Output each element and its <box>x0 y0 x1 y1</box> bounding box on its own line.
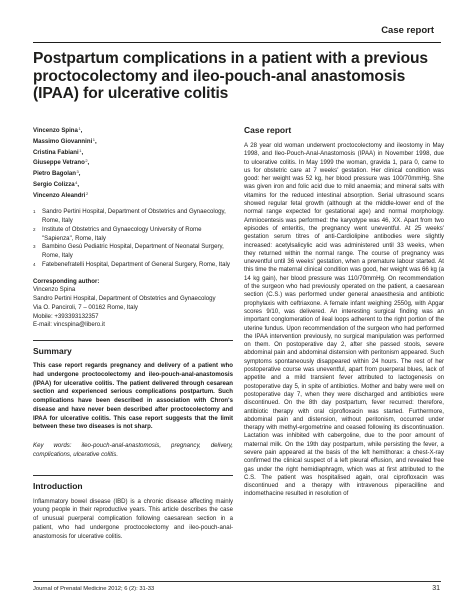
corresponding-label: Corresponding author: <box>33 277 100 285</box>
affiliation: 4 Fatebenefratelli Hospital, Department of General Surgery, Rome, Italy <box>33 260 230 268</box>
header-rule <box>33 42 441 43</box>
author: Giuseppe Vetrano$^2$, <box>33 158 90 167</box>
corresponding-line: Mobile: +393393132357 <box>33 312 99 320</box>
right-column <box>244 125 444 499</box>
affiliation: 2 Institute of Obstetrics and Gynaecology University of Rome "Sapienza", Rome, Italy <box>33 225 202 242</box>
affiliation: 3 Bambino Gesù Pediatric Hospital, Department of Neonatal Surgery, Rome, Italy <box>33 243 224 259</box>
journal-citation: Journal of Prenatal Medicine 2012; 6 (2): 31-33 <box>33 586 155 592</box>
corresponding-line: Vincenzo Spina <box>33 286 76 294</box>
section-label: Case report <box>381 25 434 36</box>
page-number: 31 <box>432 585 440 592</box>
author: Massimo Giovannini$^1$, <box>33 136 97 145</box>
summary-section <box>33 340 233 357</box>
summary-heading: Summary <box>33 346 72 356</box>
author: Pietro Bagolan$^3$, <box>33 169 81 177</box>
case-report-heading: Case report <box>244 125 292 135</box>
summary-text: This case report regards pregnancy and delivery of a patient who had undergone proctocolectomy and ileo-pouch-anal-anastomosis (IPAA) for ulcerative colitis. The patient delivered through cesarean section and experienced serious complications postpartum. Such complications have been described in association with Chron's disease and have never been described after proctocolectomy and IPAA for ulcerative colitis. This case report suggests that the limit between these two diseases is not sharp. <box>33 362 233 431</box>
case-report-text: A 28 year old woman underwent proctocolectomy and ileostomy in May 1998, and Ileo-Pouch-Anal-Anastomosis (IPAA) in November 1998, due to ulcerative colitis. In May 1999 the woman, gravida 1, para 0, came to us for obstetric care at 7 weeks' gestation. Her clinical condition was good: her weight was 52 kg, her blood pressure was 100/70mmHg. She was given iron and folic acid due to mild anaemia; and mineral salts with vitamins for the reduced intestinal absorption. Serial ultrasound scans showed regular fetal growth (although at the middle-lower end of the normal range expected for gestational age) and normal morphology. Amniocentesis was performed: the karyotype was 46, XX. Apart from two episodes of enteritis, the pregnancy went uneventful. At 25 weeks' gestation serum titres of anti-Cardiolipine antibodies were slightly increased: acetylsalicylic acid was administered until 33 weeks, when they returned within the normal range. The course of pregnancy was uneventful until 36 weeks' gestation, when a premature labour started. At this time the maternal clinical condition was good, her weight was 66 kg (a 14 kg gain), her blood pressure was 110/70mmHg. On recommendation of the surgeon who had previously operated on the patient, a caesarean section (C.S.) was performed under general anaesthesia and antibiotic prophylaxis with ceftriaxone. A female infant weighing 2550g, with Apgar scores 9/10, was delivered. An interesting surgical finding was an important conglomeration of ileal loops adherent to the right portion of the uterine fundus. Upon recommendation of the surgeon who had performed the IPAA intervention previously, no surgical manipulation was performed on them. On postoperative day 2, after she passed stools, severe abdominal pain and abdominal distension with peritonism appeared. Such symptoms spontaneously disappeared within 24 hours. The rest of her postoperative course was uneventful, apart from puerperal blues, lack of appetite and a mild transient fever attributed to lactogenesis on postoperative day 5, in spite of antibiotics. Mother and baby were well on postoperative day 7, when they were discharged and antibiotics were discontinued. On the 8th day postpartum, fever recurred: therefore, antibiotic therapy with oral ciprofloxacin was started. Furthermore, abdominal pain and distension, without peritonism, occurred under therapy with methyl-ergometrine and ceased following its discontinuation. Lactation was inhibited with cabergoline, due to the poor amount of maternal milk. On the 19th day postpartum, while persisting the fever, a severe pain appeared at the basis of the left hemithorax: a chest-X-ray confirmed the clinical suspect of a left pleural effusion, and revealed free gas under the right hemidiaphragm, which was at first attributed to the C.S. The patient was hospitalised again, oral ciprofloxacin was discontinued and a therapy with intravenous piperacilline and indomethacine resulted in resolution of <box>244 142 444 498</box>
affiliation-list <box>33 208 233 269</box>
footer-rule <box>33 581 441 582</box>
author: Sergio Colizza$^4$, <box>33 179 80 188</box>
introduction-heading: Introduction <box>33 480 83 491</box>
author: Cristina Fabiani$^1$, <box>33 147 84 156</box>
author: Vincenzo Spina$^1$, <box>33 126 83 134</box>
introduction-section <box>33 475 233 492</box>
article-title: Postpartum complications in a patient with a previous proctocolectomy and ileo-pouch-anal anastomosis (IPAA) for ulcerative colitis <box>33 50 429 102</box>
introduction-text: Inflammatory bowel disease (IBD) is a chronic disease affecting mainly young people in their reproductive years. This article describes the case of unusual puerperal complication following caesarean section in a patient, who had undergone proctocolectomy and ileo-pouch-anal-anastomosis for ulcerative colitis. <box>33 497 233 540</box>
affiliation: 1 Sandro Pertini Hospital, Department of Obstetrics and Gynaecology, Rome, Italy <box>33 208 226 224</box>
author-list <box>33 125 233 200</box>
author: Vincenzo Aleandri$^2$ <box>33 190 89 199</box>
corresponding-line: Sandro Pertini Hospital, Department of Obstetrics and Gynaecology <box>33 295 216 302</box>
left-column <box>33 125 233 541</box>
corresponding-line: Via O. Panciroli, 7 – 00162 Rome, Italy <box>33 303 138 311</box>
corresponding-email: E-mail: vincspina@libero.it <box>33 321 105 329</box>
keywords: Key words: ileo-pouch-anal-anastomosis, pregnancy, delivery, complications, ulcerative colitis. <box>33 442 233 458</box>
corresponding-author <box>33 278 233 331</box>
